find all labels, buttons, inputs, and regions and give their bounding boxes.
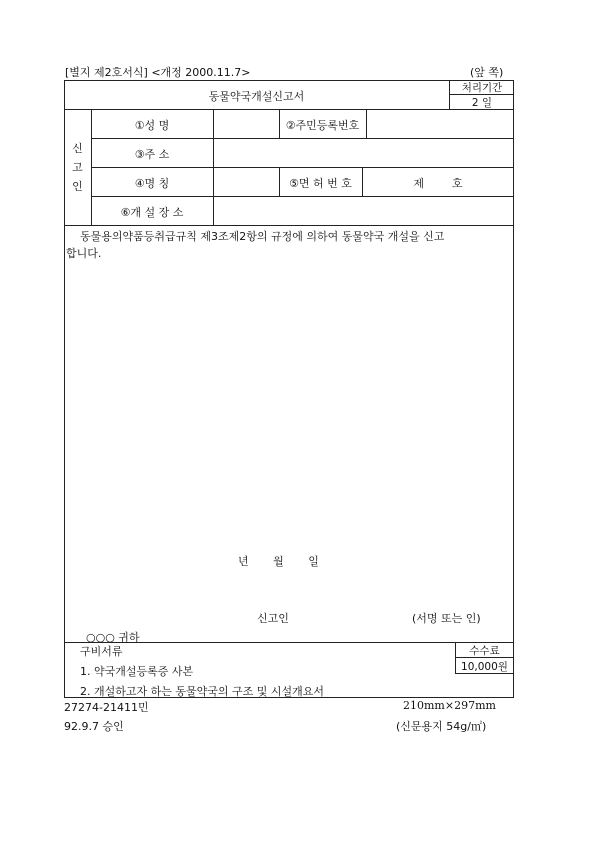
resident-number-field[interactable]: [367, 110, 513, 138]
applicant-label-2: 고: [72, 161, 83, 174]
license-number-label: ⑤면 허 번 호: [289, 177, 352, 190]
form-number: [별지 제2호서식] <개정 2000.11.7>: [65, 66, 251, 79]
business-name-label: ④명 칭: [134, 177, 170, 190]
processing-period-value: 2 일: [471, 97, 493, 109]
form-frame: [64, 80, 514, 698]
processing-period-label: 처리기간: [461, 82, 503, 94]
signature-note: (서명 또는 인): [412, 612, 481, 625]
fee-label: 수수료: [469, 645, 500, 657]
name-label: ①성 명: [134, 119, 170, 132]
approval-date: 92.9.7 승인: [64, 720, 124, 733]
applicant-label-1: 신: [72, 142, 83, 155]
documents-label: 구비서류: [80, 645, 123, 658]
name-field[interactable]: [214, 110, 279, 138]
license-number-value[interactable]: 제 호: [413, 177, 463, 190]
statement-line-1: 동물용의약품등취급규칙 제3조제2항의 규정에 의하여 동물약국 개설을 신고: [80, 230, 445, 243]
date-line[interactable]: 년 월 일: [238, 555, 319, 568]
form-title: 동물약국개설신고서: [208, 90, 305, 103]
location-label: ⑥개 설 장 소: [120, 206, 184, 219]
paper-size: 210mm×297mm: [403, 699, 496, 712]
recipient: ○○○ 귀하: [86, 631, 140, 644]
document-item-2: 2. 개설하고자 하는 동물약국의 구조 및 시설개요서: [80, 685, 324, 698]
fee-value: 10,000원: [461, 661, 508, 673]
address-label: ③주 소: [134, 148, 170, 161]
applicant-label-3: 인: [72, 180, 83, 193]
applicant-signature-label: 신고인: [257, 612, 289, 625]
page-side-label: (앞 쪽): [470, 66, 504, 79]
document-item-1: 1. 약국개설등록증 사본: [80, 665, 194, 678]
resident-number-label: ②주민등록번호: [285, 119, 360, 132]
form-code: 27274-21411민: [64, 701, 149, 714]
address-field[interactable]: [214, 139, 513, 167]
location-field[interactable]: [214, 197, 513, 225]
statement-line-2: 합니다.: [66, 247, 102, 260]
paper-type: (신문용지 54g/㎡): [396, 720, 487, 733]
business-name-field[interactable]: [214, 168, 279, 196]
